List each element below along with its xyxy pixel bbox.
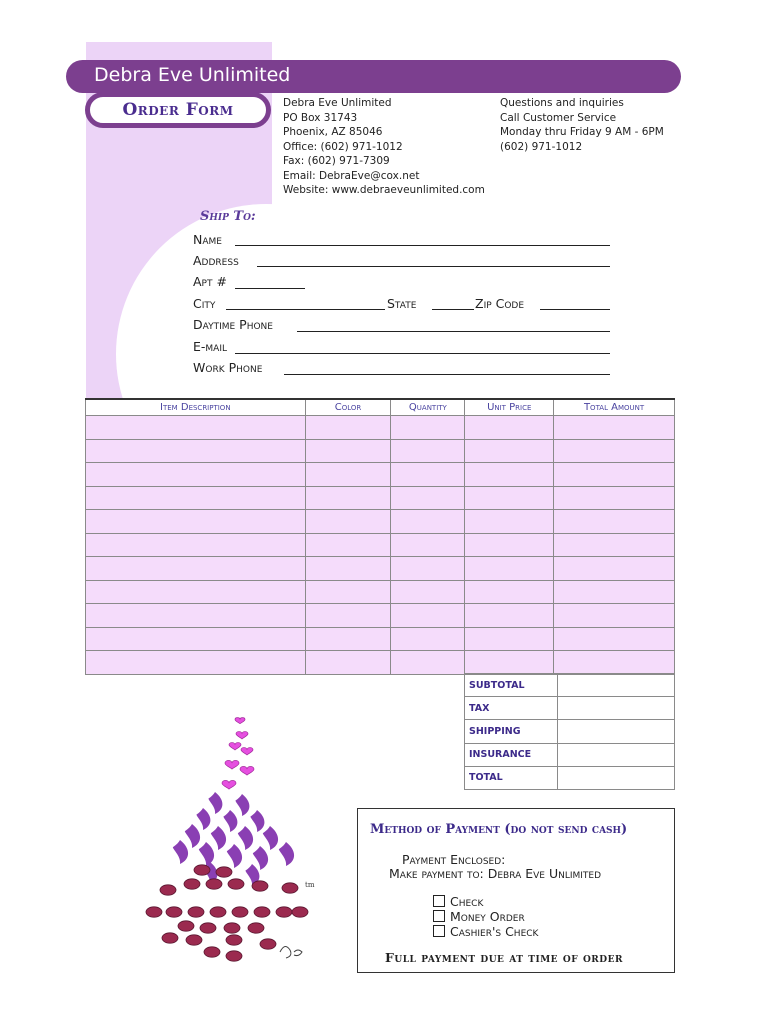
address-label: Address (193, 253, 239, 268)
customer-service-info (500, 96, 664, 154)
heart-icon (241, 748, 253, 756)
ship-to-heading: Ship To: (200, 209, 256, 224)
quantity-cell[interactable] (391, 510, 465, 534)
stone-icon (292, 907, 308, 917)
item-description-cell[interactable] (86, 533, 306, 557)
payable-to-text: Make payment to: Debra Eve Unlimited (389, 866, 602, 881)
payment-method-title: Method of Payment (do not send cash) (370, 822, 628, 837)
company-info-line: Fax: (602) 971-7309 (283, 155, 390, 167)
total-amount-cell[interactable] (554, 651, 675, 675)
company-title: Debra Eve Unlimited (94, 64, 291, 86)
stone-icon (282, 883, 298, 893)
quantity-cell[interactable] (391, 439, 465, 463)
work-phone-field[interactable] (284, 374, 610, 375)
heart-icon (235, 718, 245, 724)
color-cell[interactable] (305, 486, 391, 510)
company-info-line: PO Box 31743 (283, 111, 358, 124)
table-row (86, 557, 675, 581)
header-item-description: Item Description (86, 399, 306, 416)
item-description-cell[interactable] (86, 557, 306, 581)
total-amount-cell[interactable] (554, 533, 675, 557)
item-description-cell[interactable] (86, 416, 306, 440)
item-description-cell[interactable] (86, 651, 306, 675)
color-cell[interactable] (305, 604, 391, 628)
company-info-line: Phoenix, AZ 85046 (283, 126, 383, 138)
table-row (86, 627, 675, 651)
total-amount-cell[interactable] (554, 627, 675, 651)
state-field[interactable] (432, 309, 474, 310)
color-cell[interactable] (305, 439, 391, 463)
stone-icon (252, 881, 268, 891)
quantity-cell[interactable] (391, 463, 465, 487)
email-label: E-mail (193, 339, 227, 354)
unit-price-cell[interactable] (465, 557, 554, 581)
stone-icon (232, 907, 248, 917)
item-description-cell[interactable] (86, 439, 306, 463)
stone-icon (210, 907, 226, 917)
order-form-title: Order Form (122, 100, 234, 120)
money-order-option[interactable] (433, 909, 525, 924)
tax-row (465, 697, 675, 720)
stone-icon (200, 923, 216, 933)
tax-label: TAX (465, 697, 558, 720)
item-description-cell[interactable] (86, 580, 306, 604)
quantity-cell[interactable] (391, 486, 465, 510)
color-cell[interactable] (305, 557, 391, 581)
unit-price-cell[interactable] (465, 604, 554, 628)
payment-enclosed-text: Payment Enclosed: (402, 852, 506, 867)
quantity-cell[interactable] (391, 580, 465, 604)
city-field[interactable] (226, 309, 385, 310)
stone-icon (206, 879, 222, 889)
table-row (86, 463, 675, 487)
items-table (85, 398, 675, 675)
color-cell[interactable] (305, 533, 391, 557)
stone-icon (226, 935, 242, 945)
flame-icon (185, 824, 200, 848)
unit-price-cell[interactable] (465, 651, 554, 675)
subtotal-label: SUBTOTAL (465, 674, 558, 697)
unit-price-cell[interactable] (465, 627, 554, 651)
total-cell[interactable] (558, 766, 675, 789)
heart-icon (229, 743, 241, 751)
zip-field[interactable] (540, 309, 610, 310)
shipping-label: SHIPPING (465, 720, 558, 743)
item-description-cell[interactable] (86, 486, 306, 510)
heart-icon (222, 780, 236, 789)
quantity-cell[interactable] (391, 651, 465, 675)
stone-icon (178, 921, 194, 931)
unit-price-cell[interactable] (465, 580, 554, 604)
address-field[interactable] (257, 266, 610, 267)
table-row (86, 416, 675, 440)
state-label: State (387, 296, 417, 311)
stone-icon (146, 907, 162, 917)
color-cell[interactable] (305, 651, 391, 675)
heart-flame-tree-logo (140, 712, 320, 967)
stone-icon (184, 879, 200, 889)
table-row (86, 486, 675, 510)
flame-icon (199, 842, 214, 866)
insurance-cell[interactable] (558, 743, 675, 766)
cashiers-check-checkbox[interactable] (433, 925, 445, 937)
city-label: City (193, 296, 216, 311)
stone-icon (224, 923, 240, 933)
stone-icon (166, 907, 182, 917)
header-total-amount: Total Amount (554, 399, 675, 416)
color-cell[interactable] (305, 463, 391, 487)
total-amount-cell[interactable] (554, 510, 675, 534)
zip-label: Zip Code (475, 296, 525, 311)
service-info-line: Monday thru Friday 9 AM - 6PM (500, 126, 664, 138)
items-table-header (86, 399, 675, 416)
header-unit-price: Unit Price (465, 399, 554, 416)
stone-icon (260, 939, 276, 949)
color-cell[interactable] (305, 627, 391, 651)
money-order-label: Money Order (450, 909, 525, 924)
order-form-badge (85, 92, 271, 128)
total-amount-cell[interactable] (554, 439, 675, 463)
hearts-group (222, 718, 254, 790)
service-info-line: (602) 971-1012 (500, 140, 583, 153)
flame-icon (211, 826, 226, 850)
apt-label: Apt # (193, 274, 227, 289)
flame-icon (238, 826, 253, 850)
company-info-line: Email: DebraEve@cox.net (283, 169, 420, 182)
item-description-cell[interactable] (86, 463, 306, 487)
quantity-cell[interactable] (391, 627, 465, 651)
item-description-cell[interactable] (86, 510, 306, 534)
name-label: Name (193, 232, 222, 247)
artist-signature-icon (280, 946, 302, 958)
totals-table (464, 673, 675, 790)
flame-icon (223, 810, 237, 832)
cashiers-check-label: Cashier's Check (450, 924, 539, 939)
table-row (86, 439, 675, 463)
flame-icon (173, 840, 188, 864)
service-info-line: Call Customer Service (500, 111, 617, 124)
cashiers-check-option[interactable] (433, 924, 538, 939)
company-contact-info (283, 96, 485, 198)
stone-icon (194, 865, 210, 875)
table-row (86, 510, 675, 534)
stone-icon (254, 907, 270, 917)
money-order-checkbox[interactable] (433, 910, 445, 922)
stone-icon (204, 947, 220, 957)
flame-icon (208, 792, 222, 814)
total-amount-cell[interactable] (554, 557, 675, 581)
name-field[interactable] (235, 245, 610, 246)
flame-icon (227, 844, 242, 868)
total-amount-cell[interactable] (554, 463, 675, 487)
flame-icon (196, 808, 210, 830)
color-cell[interactable] (305, 510, 391, 534)
flames-group (173, 792, 294, 886)
stone-icon (160, 885, 176, 895)
quantity-cell[interactable] (391, 557, 465, 581)
work-phone-label: Work Phone (193, 360, 263, 375)
flame-icon (279, 842, 294, 866)
quantity-cell[interactable] (391, 416, 465, 440)
stone-icon (186, 935, 202, 945)
total-amount-cell[interactable] (554, 580, 675, 604)
quantity-cell[interactable] (391, 533, 465, 557)
unit-price-cell[interactable] (465, 510, 554, 534)
company-info-line: Debra Eve Unlimited (283, 97, 392, 109)
table-row (86, 604, 675, 628)
daytime-phone-field[interactable] (297, 331, 610, 332)
company-info-line: Office: (602) 971-1012 (283, 140, 403, 153)
stone-icon (188, 907, 204, 917)
stone-icon (226, 951, 242, 961)
unit-price-cell[interactable] (465, 486, 554, 510)
item-description-cell[interactable] (86, 627, 306, 651)
flame-icon (253, 846, 268, 870)
stone-icon (216, 867, 232, 877)
unit-price-cell[interactable] (465, 439, 554, 463)
check-label: Check (450, 894, 484, 909)
heart-icon (240, 766, 254, 775)
shipping-row (465, 720, 675, 743)
color-cell[interactable] (305, 580, 391, 604)
check-checkbox[interactable] (433, 895, 445, 907)
total-label: TOTAL (465, 766, 558, 789)
item-description-cell[interactable] (86, 604, 306, 628)
color-cell[interactable] (305, 416, 391, 440)
unit-price-cell[interactable] (465, 463, 554, 487)
total-row (465, 766, 675, 789)
insurance-row (465, 743, 675, 766)
total-amount-cell[interactable] (554, 486, 675, 510)
table-row (86, 580, 675, 604)
full-payment-note: Full payment due at time of order (385, 950, 623, 965)
heart-icon (225, 760, 239, 769)
check-option[interactable] (433, 894, 483, 909)
total-amount-cell[interactable] (554, 604, 675, 628)
total-amount-cell[interactable] (554, 416, 675, 440)
table-row (86, 533, 675, 557)
tax-cell[interactable] (558, 697, 675, 720)
apt-field[interactable] (235, 288, 305, 289)
daytime-phone-label: Daytime Phone (193, 317, 273, 332)
stone-icon (162, 933, 178, 943)
unit-price-cell[interactable] (465, 416, 554, 440)
company-info-line: Website: www.debraeveunlimited.com (283, 184, 485, 196)
header-quantity: Quantity (391, 399, 465, 416)
flame-icon (235, 794, 249, 816)
unit-price-cell[interactable] (465, 533, 554, 557)
header-color: Color (305, 399, 391, 416)
stone-icon (276, 907, 292, 917)
stone-icon (248, 923, 264, 933)
stone-icon (228, 879, 244, 889)
table-row (86, 651, 675, 675)
shipping-cell[interactable] (558, 720, 675, 743)
subtotal-cell[interactable] (558, 674, 675, 697)
logo-mark-text: tm (305, 881, 315, 889)
subtotal-row (465, 674, 675, 697)
insurance-label: INSURANCE (465, 743, 558, 766)
service-info-line: Questions and inquiries (500, 97, 624, 109)
quantity-cell[interactable] (391, 604, 465, 628)
email-field[interactable] (235, 353, 610, 354)
flame-icon (250, 810, 264, 832)
flame-icon (263, 826, 278, 850)
heart-icon (236, 732, 248, 740)
